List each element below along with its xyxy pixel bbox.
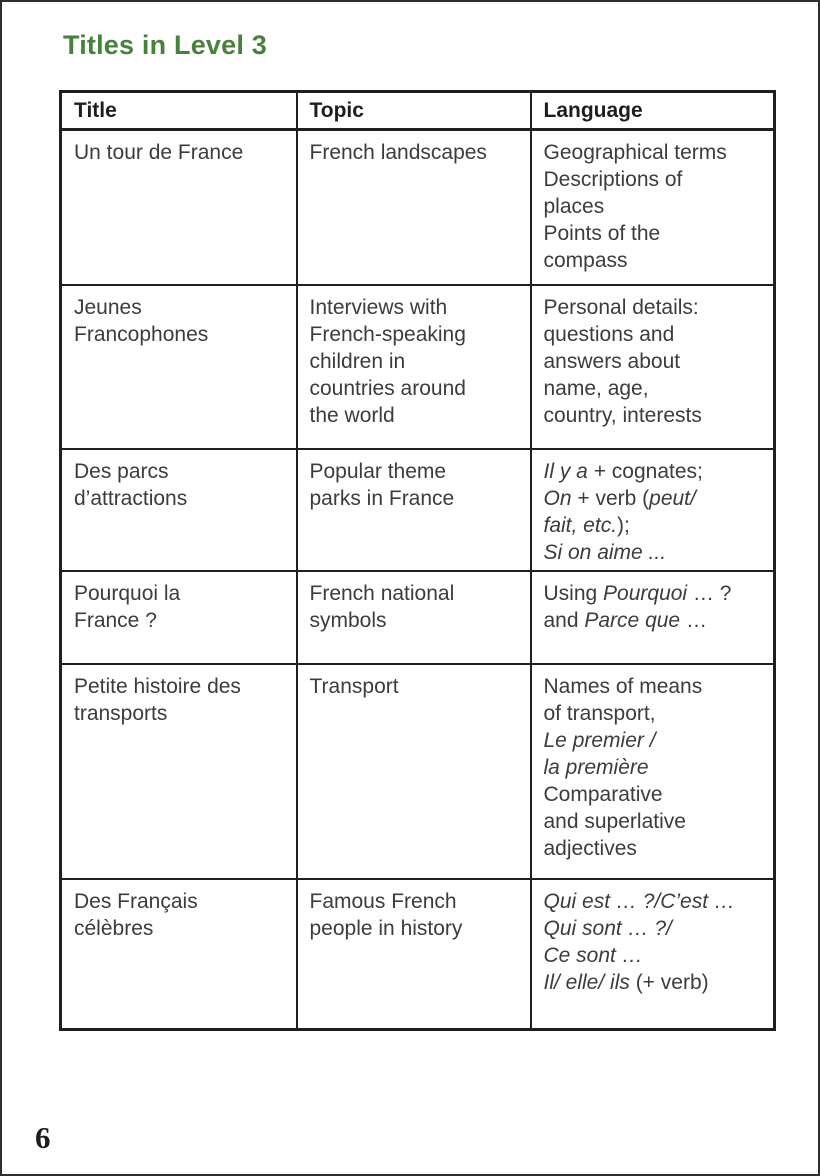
cell-title xyxy=(61,571,297,664)
italic-text: Qui est … ?/C’est … xyxy=(543,889,735,913)
text-line xyxy=(544,220,766,247)
text-line xyxy=(544,915,766,942)
text-line xyxy=(544,808,766,835)
text-line xyxy=(544,348,766,375)
regular-text: children in xyxy=(309,349,406,373)
regular-text: and superlative xyxy=(543,809,686,833)
text-line xyxy=(74,485,288,512)
table-header-row xyxy=(61,92,775,130)
page-title: Titles in Level 3 xyxy=(63,30,267,60)
regular-text: France ? xyxy=(74,608,157,632)
text-line xyxy=(310,321,522,348)
regular-text: Pourquoi la xyxy=(74,581,181,605)
column-header-topic: Topic xyxy=(297,92,531,130)
text-line xyxy=(310,607,522,634)
regular-text: Names of means xyxy=(543,674,703,698)
text-line xyxy=(310,888,522,915)
cell-language xyxy=(531,449,775,571)
text-line xyxy=(544,512,766,539)
regular-text: Famous French xyxy=(309,889,457,913)
text-line xyxy=(544,402,766,429)
text-line xyxy=(544,727,766,754)
text-line xyxy=(74,580,288,607)
text-line xyxy=(310,139,522,166)
cell-topic xyxy=(297,130,531,285)
text-line xyxy=(544,754,766,781)
italic-text: Parce que xyxy=(584,608,681,632)
table-row xyxy=(61,571,775,664)
cell-title xyxy=(61,130,297,285)
cell-title xyxy=(61,285,297,449)
regular-text: of transport, xyxy=(543,701,656,725)
regular-text: places xyxy=(543,195,605,218)
regular-text: parks in France xyxy=(309,486,455,510)
regular-text: Personal details: xyxy=(543,295,699,319)
regular-text: country, interests xyxy=(543,403,702,427)
regular-text: French national xyxy=(309,581,455,605)
text-line xyxy=(74,458,288,485)
regular-text: Interviews with xyxy=(309,295,448,319)
text-line xyxy=(544,942,766,969)
cell-topic xyxy=(297,449,531,571)
text-line xyxy=(74,139,288,166)
regular-text: célèbres xyxy=(74,916,154,940)
text-line xyxy=(544,247,766,274)
column-header-title: Title xyxy=(61,92,297,130)
regular-text: name, age, xyxy=(543,376,649,400)
cell-topic xyxy=(297,879,531,1030)
regular-text: Un tour de France xyxy=(74,141,244,164)
regular-text: Petite histoire des xyxy=(74,674,241,698)
italic-text: Si on aime ... xyxy=(543,540,667,564)
text-line xyxy=(74,673,288,700)
regular-text: (+ verb) xyxy=(629,970,709,994)
text-line xyxy=(544,888,766,915)
regular-text: transports xyxy=(74,701,168,725)
regular-text: answers about xyxy=(543,349,681,373)
italic-text: Qui sont … ?/ xyxy=(543,916,672,940)
italic-text: fait, etc. xyxy=(543,513,618,537)
cell-topic xyxy=(297,285,531,449)
text-line xyxy=(74,321,288,348)
text-line xyxy=(74,294,288,321)
cell-language xyxy=(531,285,775,449)
italic-text: Il y a xyxy=(543,459,588,483)
text-line xyxy=(74,700,288,727)
italic-text: Il/ elle/ ils xyxy=(543,970,630,994)
text-line xyxy=(544,539,766,566)
text-line xyxy=(544,375,766,402)
text-line xyxy=(310,485,522,512)
text-line xyxy=(310,348,522,375)
table-row xyxy=(61,130,775,285)
table-row xyxy=(61,449,775,571)
text-line xyxy=(310,915,522,942)
regular-text: Points of the xyxy=(543,222,661,245)
text-line xyxy=(74,607,288,634)
regular-text: countries around xyxy=(309,376,466,400)
text-line xyxy=(310,375,522,402)
regular-text: Geographical terms xyxy=(543,141,727,164)
cell-language xyxy=(531,664,775,879)
regular-text: and xyxy=(543,608,585,632)
regular-text: Francophones xyxy=(74,322,209,346)
regular-text: ); xyxy=(617,513,630,537)
regular-text: … xyxy=(680,608,707,632)
text-line xyxy=(310,402,522,429)
regular-text: people in history xyxy=(309,916,463,940)
table-row xyxy=(61,879,775,1030)
regular-text: Jeunes xyxy=(74,295,142,319)
regular-text: adjectives xyxy=(543,836,637,860)
column-header-language: Language xyxy=(531,92,775,130)
text-line xyxy=(310,580,522,607)
text-line xyxy=(310,673,522,700)
regular-text: questions and xyxy=(543,322,675,346)
italic-text: Ce sont … xyxy=(543,943,643,967)
regular-text: Des parcs xyxy=(74,459,169,483)
cell-language xyxy=(531,130,775,285)
regular-text: Descriptions of xyxy=(543,168,683,191)
regular-text: Comparative xyxy=(543,782,663,806)
text-line xyxy=(74,888,288,915)
regular-text: Des Français xyxy=(74,889,198,913)
cell-title xyxy=(61,879,297,1030)
text-line xyxy=(544,673,766,700)
regular-text: + verb ( xyxy=(571,486,650,510)
table-row xyxy=(61,664,775,879)
regular-text: Using xyxy=(543,581,604,605)
text-line xyxy=(74,915,288,942)
titles-table xyxy=(59,90,776,1031)
regular-text: French landscapes xyxy=(309,141,487,164)
italic-text: On xyxy=(543,486,572,510)
text-line xyxy=(544,700,766,727)
cell-title xyxy=(61,664,297,879)
text-line xyxy=(544,835,766,862)
regular-text: French-speaking xyxy=(309,322,466,346)
text-line xyxy=(544,485,766,512)
text-line xyxy=(544,969,766,996)
text-line xyxy=(310,458,522,485)
italic-text: Pourquoi xyxy=(603,581,688,605)
text-line xyxy=(544,580,766,607)
regular-text: Popular theme xyxy=(309,459,447,483)
cell-topic xyxy=(297,664,531,879)
cell-language xyxy=(531,879,775,1030)
text-line xyxy=(544,139,766,166)
text-line xyxy=(544,458,766,485)
italic-text: peut/ xyxy=(649,486,696,510)
cell-title xyxy=(61,449,297,571)
table-body xyxy=(61,130,775,1030)
text-line xyxy=(310,294,522,321)
italic-text: la première xyxy=(543,755,649,779)
regular-text: compass xyxy=(543,249,628,272)
text-line xyxy=(544,321,766,348)
regular-text: + cognates; xyxy=(587,459,703,483)
text-line xyxy=(544,294,766,321)
cell-topic xyxy=(297,571,531,664)
regular-text: Transport xyxy=(309,674,399,698)
cell-language xyxy=(531,571,775,664)
regular-text: the world xyxy=(309,403,395,427)
page-number: 6 xyxy=(35,1120,51,1155)
text-line xyxy=(544,781,766,808)
text-line xyxy=(544,607,766,634)
italic-text: Le premier / xyxy=(543,728,656,752)
table-row xyxy=(61,285,775,449)
text-line xyxy=(544,193,766,220)
text-line xyxy=(544,166,766,193)
regular-text: symbols xyxy=(309,608,387,632)
regular-text: … ? xyxy=(687,581,732,605)
regular-text: d’attractions xyxy=(74,486,188,510)
